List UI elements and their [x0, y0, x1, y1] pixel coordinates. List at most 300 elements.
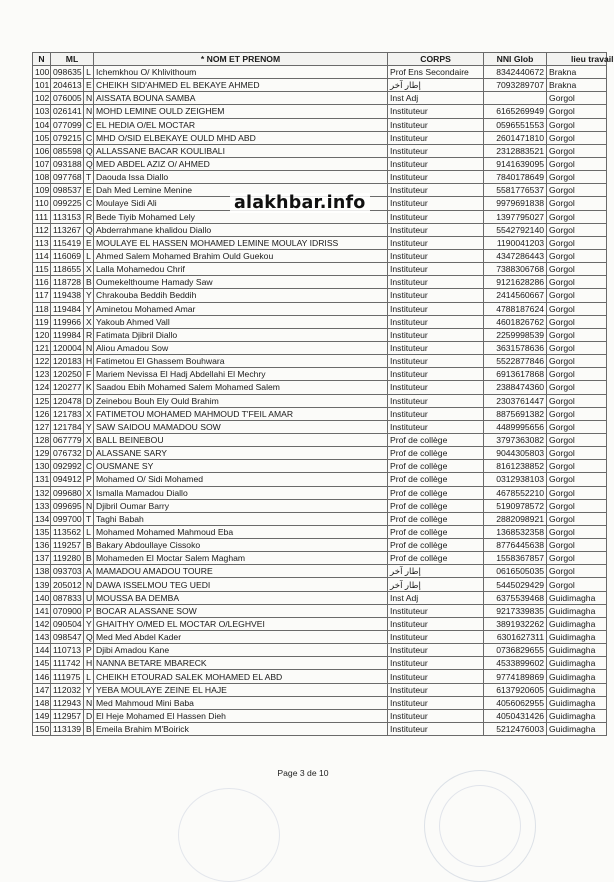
table-row — [33, 79, 607, 92]
table-row — [33, 631, 607, 644]
row-ml: 093703 — [51, 565, 84, 578]
row-name: Ismalla Mamadou Diallo — [94, 486, 388, 499]
row-letter: L — [84, 670, 94, 683]
row-lieu: Gorgol — [547, 578, 607, 591]
row-lieu: Guidimagha — [547, 657, 607, 670]
row-name: CHEIKH ETOURAD SALEK MOHAMED EL ABD — [94, 670, 388, 683]
row-corps: Instituteur — [388, 709, 484, 722]
row-nni: 6165269949 — [484, 105, 547, 118]
row-ml: 113153 — [51, 210, 84, 223]
table-row — [33, 433, 607, 446]
row-lieu: Gorgol — [547, 171, 607, 184]
table-row — [33, 289, 607, 302]
row-lieu: Gorgol — [547, 341, 607, 354]
row-ml: 119257 — [51, 539, 84, 552]
row-letter: D — [84, 709, 94, 722]
row-corps: Prof de collège — [388, 433, 484, 446]
table-row — [33, 171, 607, 184]
row-letter: Q — [84, 631, 94, 644]
row-number: 108 — [33, 171, 51, 184]
table-row — [33, 578, 607, 591]
table-row — [33, 223, 607, 236]
row-nni: 9044305803 — [484, 447, 547, 460]
row-lieu: Gorgol — [547, 236, 607, 249]
row-ml: 092992 — [51, 460, 84, 473]
row-letter: Y — [84, 420, 94, 433]
row-ml: 113562 — [51, 525, 84, 538]
row-number: 145 — [33, 657, 51, 670]
row-name: Med Med Abdel Kader — [94, 631, 388, 644]
row-name: Oumekelthoume Hamady Saw — [94, 276, 388, 289]
table-row — [33, 355, 607, 368]
row-letter: Q — [84, 144, 94, 157]
row-letter: B — [84, 276, 94, 289]
row-name: MOUSSA BA DEMBA — [94, 591, 388, 604]
row-letter: N — [84, 578, 94, 591]
row-name: MAMADOU AMADOU TOURE — [94, 565, 388, 578]
row-number: 150 — [33, 723, 51, 736]
row-ml: 077099 — [51, 118, 84, 131]
row-corps: Prof de collège — [388, 499, 484, 512]
table-row — [33, 670, 607, 683]
row-letter: X — [84, 407, 94, 420]
row-letter: B — [84, 552, 94, 565]
row-lieu: Gorgol — [547, 460, 607, 473]
row-number: 139 — [33, 578, 51, 591]
row-lieu: Gorgol — [547, 184, 607, 197]
table-row — [33, 591, 607, 604]
table-row — [33, 341, 607, 354]
row-ml: 112957 — [51, 709, 84, 722]
header-corps: CORPS — [388, 53, 484, 66]
row-corps: Prof de collège — [388, 486, 484, 499]
row-letter: D — [84, 447, 94, 460]
table-row — [33, 696, 607, 709]
row-name: El Heje Mohamed El Hassen Dieh — [94, 709, 388, 722]
row-nni: 0312938103 — [484, 473, 547, 486]
row-name: Abderrahmane khalidou Diallo — [94, 223, 388, 236]
row-nni: 4489995656 — [484, 420, 547, 433]
row-ml: 097768 — [51, 171, 84, 184]
row-letter: E — [84, 184, 94, 197]
table-row — [33, 236, 607, 249]
row-name: Daouda Issa Diallo — [94, 171, 388, 184]
row-corps: Prof de collège — [388, 552, 484, 565]
row-name: Djibi Amadou Kane — [94, 644, 388, 657]
row-name: Yakoub Ahmed Vall — [94, 315, 388, 328]
row-name: SAW SAIDOU MAMADOU SOW — [94, 420, 388, 433]
table-row — [33, 539, 607, 552]
row-lieu: Guidimagha — [547, 617, 607, 630]
row-name: Lalla Mohamedou Chrif — [94, 263, 388, 276]
row-corps: Instituteur — [388, 289, 484, 302]
row-lieu: Gorgol — [547, 157, 607, 170]
row-nni: 0616505035 — [484, 565, 547, 578]
table-row — [33, 512, 607, 525]
table-row — [33, 302, 607, 315]
row-corps: Instituteur — [388, 105, 484, 118]
row-corps: Instituteur — [388, 631, 484, 644]
row-ml: 070900 — [51, 604, 84, 617]
row-corps: Prof de collège — [388, 539, 484, 552]
row-nni: 8342440672 — [484, 66, 547, 79]
row-name: Ichemkhou O/ Khlivithoum — [94, 66, 388, 79]
table-row — [33, 473, 607, 486]
row-nni: 9774189869 — [484, 670, 547, 683]
row-letter: K — [84, 381, 94, 394]
row-corps: Prof de collège — [388, 447, 484, 460]
table-row — [33, 565, 607, 578]
row-number: 113 — [33, 236, 51, 249]
row-name: Emeila Brahim M'Boirick — [94, 723, 388, 736]
table-row — [33, 118, 607, 131]
row-lieu: Guidimagha — [547, 591, 607, 604]
row-lieu: Gorgol — [547, 118, 607, 131]
row-nni: 0736829655 — [484, 644, 547, 657]
row-ml: 205012 — [51, 578, 84, 591]
row-lieu: Gorgol — [547, 512, 607, 525]
table-row — [33, 144, 607, 157]
row-name: Saadou Ebih Mohamed Salem Mohamed Salem — [94, 381, 388, 394]
row-ml: 121784 — [51, 420, 84, 433]
row-name: DAWA ISSELMOU TEG UEDI — [94, 578, 388, 591]
row-number: 146 — [33, 670, 51, 683]
row-corps: Instituteur — [388, 644, 484, 657]
row-number: 118 — [33, 302, 51, 315]
row-corps: Instituteur — [388, 696, 484, 709]
row-number: 114 — [33, 249, 51, 262]
row-corps: Instituteur — [388, 197, 484, 210]
row-corps: Instituteur — [388, 368, 484, 381]
row-name: MOULAYE EL HASSEN MOHAMED LEMINE MOULAY IDRISS — [94, 236, 388, 249]
row-number: 120 — [33, 328, 51, 341]
row-ml: 120478 — [51, 394, 84, 407]
row-ml: 093188 — [51, 157, 84, 170]
row-lieu: Gorgol — [547, 407, 607, 420]
row-corps: Instituteur — [388, 604, 484, 617]
row-lieu: Gorgol — [547, 197, 607, 210]
row-lieu: Gorgol — [547, 473, 607, 486]
row-name: Mohameden El Moctar Salem Magham — [94, 552, 388, 565]
row-letter: D — [84, 394, 94, 407]
row-lieu: Gorgol — [547, 433, 607, 446]
row-name: ALASSANE SARY — [94, 447, 388, 460]
row-nni: 5581776537 — [484, 184, 547, 197]
row-lieu: Gorgol — [547, 315, 607, 328]
row-corps: Instituteur — [388, 171, 484, 184]
row-lieu: Gorgol — [547, 92, 607, 105]
row-letter: C — [84, 197, 94, 210]
row-ml: 099700 — [51, 512, 84, 525]
row-name: ALLASSANE BACAR KOULIBALI — [94, 144, 388, 157]
row-ml: 079215 — [51, 131, 84, 144]
table-row — [33, 644, 607, 657]
row-lieu: Gorgol — [547, 381, 607, 394]
row-number: 132 — [33, 486, 51, 499]
row-letter: C — [84, 131, 94, 144]
row-nni: 4678552210 — [484, 486, 547, 499]
row-corps: إطار آخر — [388, 79, 484, 92]
row-number: 111 — [33, 210, 51, 223]
row-number: 125 — [33, 394, 51, 407]
row-corps: إطار آخر — [388, 578, 484, 591]
row-letter: Y — [84, 302, 94, 315]
row-number: 136 — [33, 539, 51, 552]
row-number: 101 — [33, 79, 51, 92]
row-number: 103 — [33, 105, 51, 118]
row-nni: 6913617868 — [484, 368, 547, 381]
row-corps: Prof de collège — [388, 525, 484, 538]
row-letter: X — [84, 486, 94, 499]
header-nni: NNI Glob — [484, 53, 547, 66]
row-name: Zeinebou Bouh Ely Ould Brahim — [94, 394, 388, 407]
row-name: FATIMETOU MOHAMED MAHMOUD T'FEIL AMAR — [94, 407, 388, 420]
header-lieu: lieu travail — [547, 53, 607, 66]
row-lieu: Gorgol — [547, 105, 607, 118]
row-lieu: Gorgol — [547, 420, 607, 433]
row-letter: P — [84, 604, 94, 617]
row-nni: 2303761447 — [484, 394, 547, 407]
row-number: 143 — [33, 631, 51, 644]
row-corps: Instituteur — [388, 157, 484, 170]
row-ml: 076732 — [51, 447, 84, 460]
row-name: CHEIKH SID'AHMED EL BEKAYE AHMED — [94, 79, 388, 92]
row-letter: T — [84, 512, 94, 525]
row-number: 112 — [33, 223, 51, 236]
row-number: 127 — [33, 420, 51, 433]
row-name: Mohamed O/ Sidi Mohamed — [94, 473, 388, 486]
row-letter: N — [84, 341, 94, 354]
row-ml: 119484 — [51, 302, 84, 315]
row-number: 126 — [33, 407, 51, 420]
row-ml: 099225 — [51, 197, 84, 210]
row-lieu: Gorgol — [547, 302, 607, 315]
row-nni: 9217339835 — [484, 604, 547, 617]
table-row — [33, 604, 607, 617]
table-row — [33, 157, 607, 170]
row-nni: 2414560667 — [484, 289, 547, 302]
row-nni: 7840178649 — [484, 171, 547, 184]
table-row — [33, 486, 607, 499]
row-lieu: Gorgol — [547, 368, 607, 381]
row-lieu: Gorgol — [547, 447, 607, 460]
row-letter: T — [84, 171, 94, 184]
row-nni: 7093289707 — [484, 79, 547, 92]
row-nni: 1397795027 — [484, 210, 547, 223]
row-corps: Instituteur — [388, 381, 484, 394]
row-corps: Instituteur — [388, 249, 484, 262]
row-corps: Inst Adj — [388, 92, 484, 105]
table-row — [33, 105, 607, 118]
personnel-table — [32, 52, 614, 736]
row-name: MHD O/SID ELBEKAYE OULD MHD ABD — [94, 131, 388, 144]
row-ml: 119966 — [51, 315, 84, 328]
row-nni: 5445029429 — [484, 578, 547, 591]
table-row — [33, 368, 607, 381]
row-name: Ahmed Salem Mohamed Brahim Ould Guekou — [94, 249, 388, 262]
row-name: Aminetou Mohamed Amar — [94, 302, 388, 315]
table-row — [33, 657, 607, 670]
row-corps: Prof de collège — [388, 460, 484, 473]
row-number: 140 — [33, 591, 51, 604]
row-number: 100 — [33, 66, 51, 79]
row-nni — [484, 92, 547, 105]
table-row — [33, 407, 607, 420]
row-name: NANNA BETARE MBARECK — [94, 657, 388, 670]
row-letter: N — [84, 696, 94, 709]
row-letter: C — [84, 460, 94, 473]
row-lieu: Gorgol — [547, 276, 607, 289]
row-corps: Instituteur — [388, 341, 484, 354]
row-number: 131 — [33, 473, 51, 486]
row-ml: 120250 — [51, 368, 84, 381]
row-nni: 1558367857 — [484, 552, 547, 565]
row-name: EL HEDIA O/EL MOCTAR — [94, 118, 388, 131]
row-number: 105 — [33, 131, 51, 144]
watermark-text: alakhbar.info — [230, 193, 370, 213]
row-number: 133 — [33, 499, 51, 512]
page-number: Page 3 de 10 — [277, 768, 329, 778]
table-header-row — [33, 53, 607, 66]
row-ml: 087833 — [51, 591, 84, 604]
row-ml: 119438 — [51, 289, 84, 302]
row-corps: Instituteur — [388, 223, 484, 236]
row-number: 142 — [33, 617, 51, 630]
row-number: 138 — [33, 565, 51, 578]
row-letter: E — [84, 236, 94, 249]
row-lieu: Guidimagha — [547, 696, 607, 709]
row-lieu: Gorgol — [547, 499, 607, 512]
row-corps: Instituteur — [388, 118, 484, 131]
row-nni: 3631578636 — [484, 341, 547, 354]
row-name: Dah Med Lemine Menine — [94, 184, 388, 197]
row-lieu: Gorgol — [547, 131, 607, 144]
row-name: Mariem Nevissa El Hadj Abdellahi El Mechry — [94, 368, 388, 381]
row-ml: 067779 — [51, 433, 84, 446]
row-letter: A — [84, 565, 94, 578]
row-ml: 121783 — [51, 407, 84, 420]
row-number: 102 — [33, 92, 51, 105]
row-number: 110 — [33, 197, 51, 210]
row-corps: Prof de collège — [388, 512, 484, 525]
row-nni: 5190978572 — [484, 499, 547, 512]
row-corps: Instituteur — [388, 236, 484, 249]
table-row — [33, 131, 607, 144]
row-letter: P — [84, 473, 94, 486]
row-name: Med Mahmoud Mini Baba — [94, 696, 388, 709]
row-name: GHAITHY O/MED EL MOCTAR O/LEGHVEI — [94, 617, 388, 630]
row-number: 119 — [33, 315, 51, 328]
row-letter: X — [84, 433, 94, 446]
row-nni: 9121628286 — [484, 276, 547, 289]
row-corps: Prof de collège — [388, 473, 484, 486]
row-letter: Y — [84, 683, 94, 696]
row-number: 124 — [33, 381, 51, 394]
row-name: Fatimetou El Ghassem Bouhwara — [94, 355, 388, 368]
row-nni: 4056062955 — [484, 696, 547, 709]
row-number: 137 — [33, 552, 51, 565]
row-ml: 111742 — [51, 657, 84, 670]
row-name: YEBA MOULAYE ZEINE EL HAJE — [94, 683, 388, 696]
row-nni: 2601471810 — [484, 131, 547, 144]
row-name: BALL BEINEBOU — [94, 433, 388, 446]
row-number: 149 — [33, 709, 51, 722]
row-number: 107 — [33, 157, 51, 170]
row-letter: L — [84, 66, 94, 79]
row-letter: P — [84, 644, 94, 657]
row-name: BOCAR ALASSANE SOW — [94, 604, 388, 617]
row-nni: 1368532358 — [484, 525, 547, 538]
row-number: 117 — [33, 289, 51, 302]
row-lieu: Gorgol — [547, 525, 607, 538]
row-nni: 6375539468 — [484, 591, 547, 604]
row-nni: 5212476003 — [484, 723, 547, 736]
row-number: 121 — [33, 341, 51, 354]
table-row — [33, 552, 607, 565]
row-letter: N — [84, 499, 94, 512]
row-ml: 118655 — [51, 263, 84, 276]
row-lieu: Guidimagha — [547, 670, 607, 683]
row-corps: Instituteur — [388, 263, 484, 276]
row-letter: X — [84, 263, 94, 276]
row-nni: 4050431426 — [484, 709, 547, 722]
row-name: OUSMANE SY — [94, 460, 388, 473]
row-ml: 098537 — [51, 184, 84, 197]
row-corps: Instituteur — [388, 407, 484, 420]
row-ml: 118728 — [51, 276, 84, 289]
row-nni: 3797363082 — [484, 433, 547, 446]
row-letter: Y — [84, 617, 94, 630]
table-row — [33, 420, 607, 433]
row-ml: 094912 — [51, 473, 84, 486]
row-ml: 090504 — [51, 617, 84, 630]
row-number: 141 — [33, 604, 51, 617]
row-nni: 2259998539 — [484, 328, 547, 341]
row-ml: 120277 — [51, 381, 84, 394]
row-nni: 7388306768 — [484, 263, 547, 276]
row-name: Aliou Amadou Sow — [94, 341, 388, 354]
table-row — [33, 525, 607, 538]
row-corps: Instituteur — [388, 670, 484, 683]
row-lieu: Gorgol — [547, 223, 607, 236]
table-row — [33, 709, 607, 722]
row-lieu: Brakna — [547, 79, 607, 92]
row-name: Taghi Babah — [94, 512, 388, 525]
row-letter: X — [84, 315, 94, 328]
row-ml: 116069 — [51, 249, 84, 262]
row-corps: Instituteur — [388, 144, 484, 157]
row-lieu: Gorgol — [547, 249, 607, 262]
row-lieu: Gorgol — [547, 355, 607, 368]
row-letter: R — [84, 210, 94, 223]
row-ml: 098547 — [51, 631, 84, 644]
row-name: Chrakouba Beddih Beddih — [94, 289, 388, 302]
row-ml: 099695 — [51, 499, 84, 512]
row-number: 128 — [33, 433, 51, 446]
row-ml: 099680 — [51, 486, 84, 499]
row-ml: 085598 — [51, 144, 84, 157]
table-row — [33, 617, 607, 630]
row-nni: 8161238852 — [484, 460, 547, 473]
row-lieu: Gorgol — [547, 328, 607, 341]
row-ml: 119280 — [51, 552, 84, 565]
row-corps: إطار آخر — [388, 565, 484, 578]
row-corps: Instituteur — [388, 723, 484, 736]
row-corps: Inst Adj — [388, 591, 484, 604]
row-letter: N — [84, 92, 94, 105]
row-number: 129 — [33, 447, 51, 460]
row-ml: 110713 — [51, 644, 84, 657]
